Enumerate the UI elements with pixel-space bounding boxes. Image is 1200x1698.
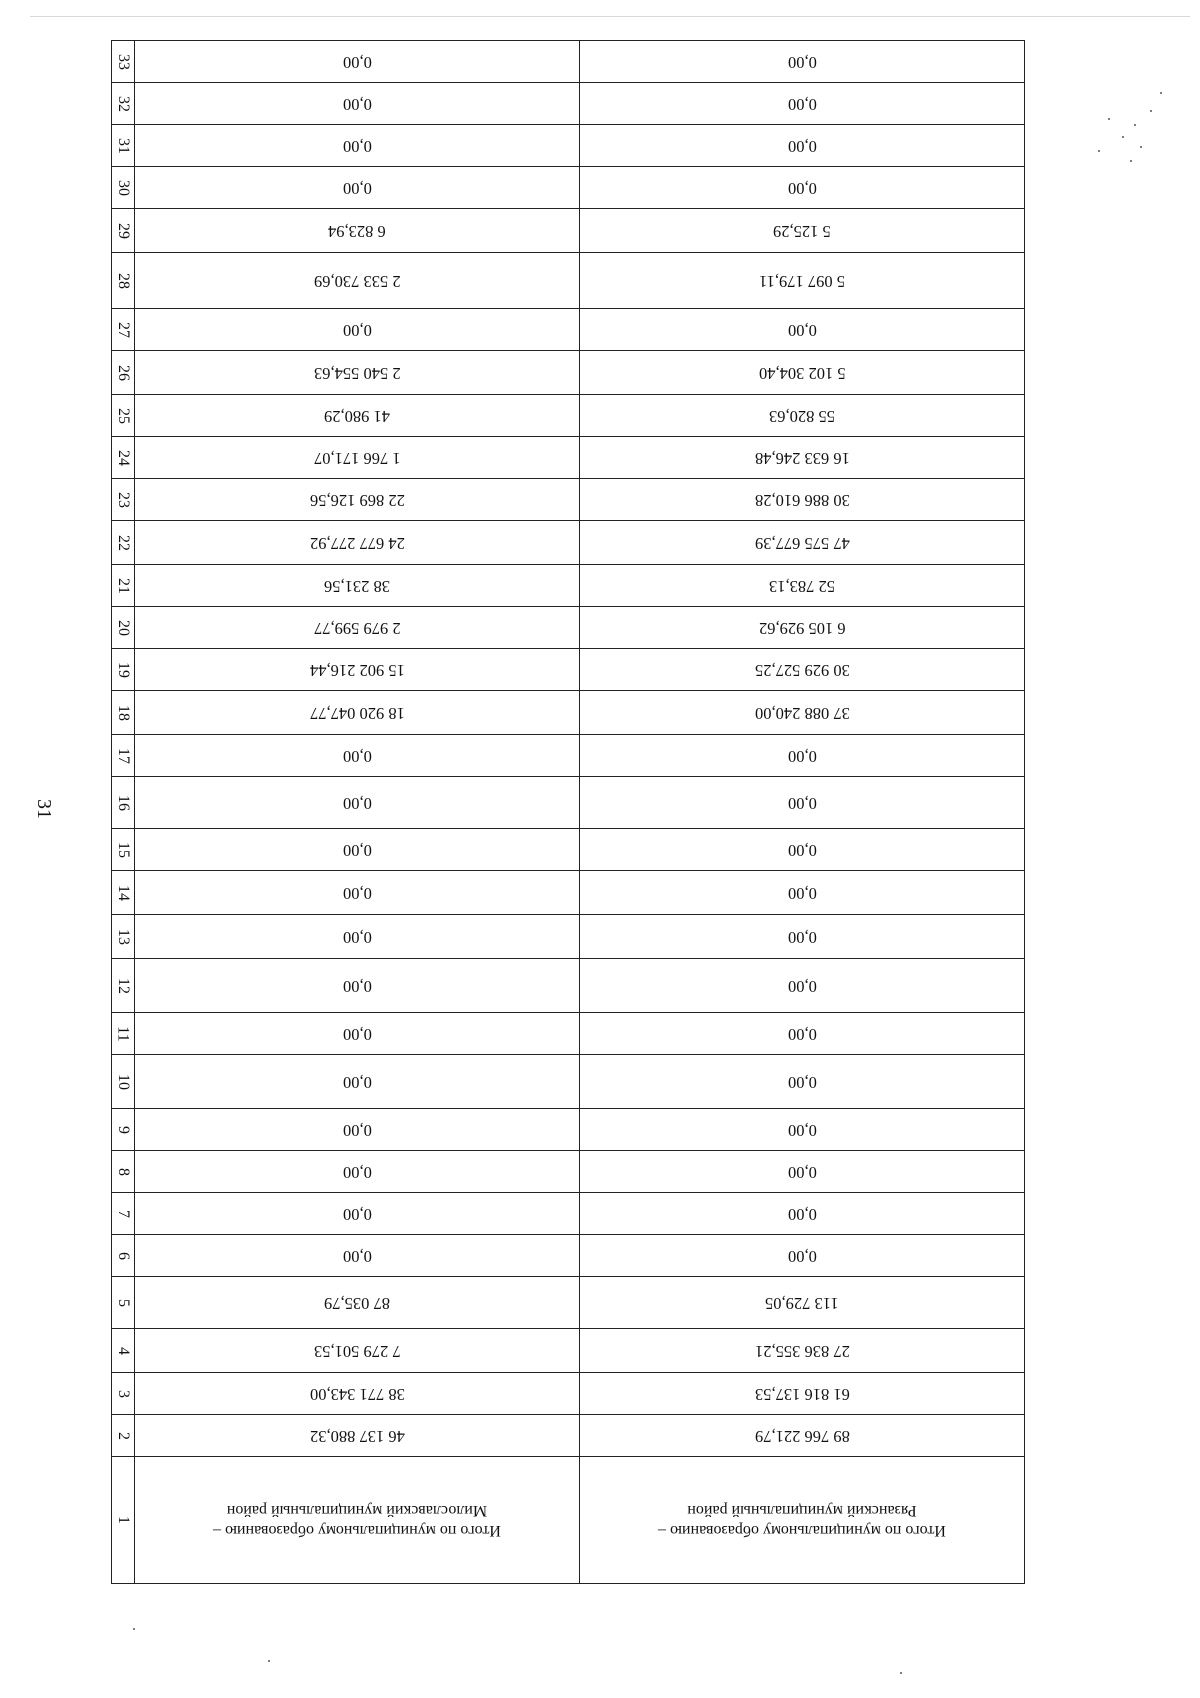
table-row bbox=[112, 565, 1024, 607]
row-number-cell bbox=[112, 649, 135, 690]
milosl-value-cell bbox=[135, 521, 580, 564]
milosl-value-cell bbox=[135, 1373, 580, 1414]
ryazan-value: 0,00 bbox=[787, 927, 817, 947]
table-row bbox=[112, 125, 1024, 167]
milosl-value: 38 231,56 bbox=[324, 576, 390, 596]
table-row bbox=[112, 351, 1024, 395]
ryazan-value: 0,00 bbox=[787, 1072, 817, 1092]
scan-speck bbox=[1098, 150, 1100, 152]
row-number-cell bbox=[112, 777, 135, 828]
row-number: 13 bbox=[115, 928, 132, 945]
milosl-value-cell bbox=[135, 1277, 580, 1328]
scan-speck bbox=[1150, 110, 1152, 112]
row-number-cell bbox=[112, 41, 135, 82]
row-number: 6 bbox=[115, 1251, 132, 1260]
row-number-cell bbox=[112, 125, 135, 166]
ryazan-value-cell bbox=[580, 871, 1024, 914]
row-number-cell bbox=[112, 1193, 135, 1234]
ryazan-value-cell bbox=[580, 1235, 1024, 1276]
milosl-value-cell bbox=[135, 437, 580, 478]
scan-speck bbox=[133, 1628, 135, 1630]
table-row bbox=[112, 691, 1024, 735]
milosl-value: 0,00 bbox=[342, 840, 372, 860]
milosl-value: 1 766 171,07 bbox=[313, 448, 401, 468]
ryazan-value: 0,00 bbox=[787, 94, 817, 114]
row-number-cell bbox=[112, 1329, 135, 1372]
milosl-value: 6 823,94 bbox=[328, 221, 386, 241]
scan-speck bbox=[1108, 118, 1110, 120]
ryazan-value: 47 575 677,39 bbox=[754, 533, 850, 553]
row-number: 14 bbox=[115, 884, 132, 901]
milosl-value-cell bbox=[135, 209, 580, 252]
milosl-district-label-line2: Милославский муниципальный район bbox=[226, 1502, 488, 1519]
row-number: 27 bbox=[115, 321, 132, 338]
ryazan-value-cell bbox=[580, 253, 1024, 308]
milosl-value-cell bbox=[135, 915, 580, 958]
ryazan-value: 0,00 bbox=[787, 1162, 817, 1182]
row-number-cell bbox=[112, 959, 135, 1012]
ryazan-value: 0,00 bbox=[787, 840, 817, 860]
milosl-value: 0,00 bbox=[342, 927, 372, 947]
milosl-value: 0,00 bbox=[342, 1072, 372, 1092]
row-number-cell bbox=[112, 167, 135, 208]
row-number-cell bbox=[112, 253, 135, 308]
scan-top-edge bbox=[30, 16, 1190, 17]
ryazan-value: 55 820,63 bbox=[769, 406, 835, 426]
row-number-cell bbox=[112, 871, 135, 914]
row-number-cell bbox=[112, 1013, 135, 1054]
row-number-cell bbox=[112, 1235, 135, 1276]
ryazan-value-cell bbox=[580, 565, 1024, 606]
row-number: 12 bbox=[115, 977, 132, 994]
row-number: 9 bbox=[115, 1125, 132, 1134]
row-number: 2 bbox=[115, 1431, 132, 1440]
milosl-value-cell bbox=[135, 253, 580, 308]
row-number-cell bbox=[112, 521, 135, 564]
milosl-value: 0,00 bbox=[342, 94, 372, 114]
milosl-value-cell bbox=[135, 41, 580, 82]
row-number-cell bbox=[112, 691, 135, 734]
milosl-value: 15 902 216,44 bbox=[309, 660, 405, 680]
table-row bbox=[112, 521, 1024, 565]
ryazan-value-cell bbox=[580, 395, 1024, 436]
row-number-cell bbox=[112, 395, 135, 436]
table-row bbox=[112, 209, 1024, 253]
row-number-cell bbox=[112, 309, 135, 350]
table-row bbox=[112, 1329, 1024, 1373]
ryazan-value: 27 836 355,21 bbox=[754, 1341, 850, 1361]
milosl-value: 0,00 bbox=[342, 1204, 372, 1224]
milosl-district-label-cell bbox=[135, 1457, 580, 1583]
milosl-value: 46 137 880,32 bbox=[309, 1426, 405, 1446]
milosl-value: 0,00 bbox=[342, 1246, 372, 1266]
label-row bbox=[112, 1457, 1024, 1583]
row-number: 4 bbox=[115, 1346, 132, 1355]
ryazan-value: 0,00 bbox=[787, 1024, 817, 1044]
ryazan-value-cell bbox=[580, 351, 1024, 394]
ryazan-value: 16 633 246,48 bbox=[754, 448, 850, 468]
row-number: 3 bbox=[115, 1389, 132, 1398]
ryazan-value-cell bbox=[580, 691, 1024, 734]
row-number: 20 bbox=[115, 619, 132, 636]
ryazan-value-cell bbox=[580, 1415, 1024, 1456]
milosl-value: 38 771 343,00 bbox=[309, 1384, 405, 1404]
row-number: 11 bbox=[115, 1025, 132, 1042]
table-row bbox=[112, 959, 1024, 1013]
milosl-value-cell bbox=[135, 479, 580, 520]
ryazan-value: 0,00 bbox=[787, 976, 817, 996]
milosl-value: 0,00 bbox=[342, 320, 372, 340]
ryazan-value: 113 729,05 bbox=[765, 1293, 839, 1313]
row-number-cell bbox=[112, 1055, 135, 1108]
milosl-value: 18 920 047,77 bbox=[309, 703, 405, 723]
scan-speck bbox=[268, 1660, 270, 1662]
scan-speck bbox=[1130, 160, 1132, 162]
table-row bbox=[112, 395, 1024, 437]
ryazan-district-label bbox=[658, 1500, 946, 1540]
row-number-cell bbox=[112, 915, 135, 958]
milosl-district-label-line1: Итого по муниципальному образованию – bbox=[213, 1522, 501, 1539]
row-number-cell bbox=[112, 1151, 135, 1192]
row-number: 28 bbox=[115, 272, 132, 289]
table-row bbox=[112, 309, 1024, 351]
ryazan-value-cell bbox=[580, 125, 1024, 166]
row-number: 1 bbox=[115, 1516, 132, 1524]
milosl-value: 24 677 277,92 bbox=[309, 533, 405, 553]
ryazan-value: 89 766 221,79 bbox=[754, 1426, 850, 1446]
row-number-cell bbox=[112, 1457, 135, 1583]
table-row bbox=[112, 253, 1024, 309]
milosl-value: 0,00 bbox=[342, 746, 372, 766]
row-number-cell bbox=[112, 1415, 135, 1456]
ryazan-value: 0,00 bbox=[787, 883, 817, 903]
row-number: 31 bbox=[115, 137, 132, 154]
row-number: 26 bbox=[115, 364, 132, 381]
ryazan-value: 30 886 610,28 bbox=[754, 490, 850, 510]
ryazan-value-cell bbox=[580, 83, 1024, 124]
table-row bbox=[112, 829, 1024, 871]
table-row bbox=[112, 1415, 1024, 1457]
ryazan-value: 30 929 527,25 bbox=[754, 660, 850, 680]
table-row bbox=[112, 1013, 1024, 1055]
ryazan-value-cell bbox=[580, 607, 1024, 648]
milosl-value-cell bbox=[135, 351, 580, 394]
milosl-value: 2 533 730,69 bbox=[313, 271, 401, 291]
milosl-value-cell bbox=[135, 829, 580, 870]
data-table bbox=[111, 40, 1025, 1584]
row-number: 10 bbox=[115, 1073, 132, 1090]
ryazan-value-cell bbox=[580, 437, 1024, 478]
ryazan-value-cell bbox=[580, 829, 1024, 870]
scan-speck bbox=[1140, 146, 1142, 148]
milosl-value: 0,00 bbox=[342, 136, 372, 156]
milosl-value: 0,00 bbox=[342, 52, 372, 72]
ryazan-value-cell bbox=[580, 1329, 1024, 1372]
ryazan-value: 0,00 bbox=[787, 178, 817, 198]
milosl-value-cell bbox=[135, 735, 580, 776]
ryazan-district-label-line2: Рязанский муниципальный район bbox=[687, 1502, 917, 1519]
ryazan-value: 0,00 bbox=[787, 1204, 817, 1224]
ryazan-value-cell bbox=[580, 1193, 1024, 1234]
table-row bbox=[112, 437, 1024, 479]
milosl-value-cell bbox=[135, 607, 580, 648]
ryazan-value: 0,00 bbox=[787, 1120, 817, 1140]
row-number: 30 bbox=[115, 179, 132, 196]
ryazan-value-cell bbox=[580, 649, 1024, 690]
ryazan-value-cell bbox=[580, 41, 1024, 82]
table-row bbox=[112, 607, 1024, 649]
table-row bbox=[112, 1235, 1024, 1277]
milosl-value: 0,00 bbox=[342, 883, 372, 903]
ryazan-value: 5 097 179,11 bbox=[758, 271, 845, 291]
row-number-cell bbox=[112, 479, 135, 520]
ryazan-district-label-cell bbox=[580, 1457, 1024, 1583]
ryazan-value: 5 125,29 bbox=[773, 221, 831, 241]
milosl-value-cell bbox=[135, 1415, 580, 1456]
scan-speck bbox=[1134, 124, 1136, 126]
table-row bbox=[112, 167, 1024, 209]
row-number-cell bbox=[112, 209, 135, 252]
milosl-value: 22 869 126,56 bbox=[309, 490, 405, 510]
milosl-value-cell bbox=[135, 1235, 580, 1276]
row-number: 24 bbox=[115, 449, 132, 466]
row-number-cell bbox=[112, 1109, 135, 1150]
table-row bbox=[112, 1277, 1024, 1329]
row-number-cell bbox=[112, 607, 135, 648]
ryazan-value: 0,00 bbox=[787, 793, 817, 813]
milosl-value-cell bbox=[135, 565, 580, 606]
ryazan-value-cell bbox=[580, 309, 1024, 350]
milosl-value: 2 540 554,63 bbox=[313, 363, 401, 383]
page-number: 31 bbox=[33, 799, 55, 819]
ryazan-value-cell bbox=[580, 521, 1024, 564]
row-number: 17 bbox=[115, 747, 132, 764]
row-number: 22 bbox=[115, 534, 132, 551]
milosl-value-cell bbox=[135, 125, 580, 166]
milosl-value: 41 980,29 bbox=[324, 406, 390, 426]
ryazan-district-label-line1: Итого по муниципальному образованию – bbox=[658, 1522, 946, 1539]
row-number: 16 bbox=[115, 794, 132, 811]
ryazan-value: 0,00 bbox=[787, 320, 817, 340]
row-number-cell bbox=[112, 1373, 135, 1414]
ryazan-value-cell bbox=[580, 1151, 1024, 1192]
milosl-value: 0,00 bbox=[342, 1162, 372, 1182]
row-number: 33 bbox=[115, 53, 132, 70]
row-number: 18 bbox=[115, 704, 132, 721]
row-number-cell bbox=[112, 83, 135, 124]
table-row bbox=[112, 735, 1024, 777]
row-number: 25 bbox=[115, 407, 132, 424]
row-number: 23 bbox=[115, 491, 132, 508]
ryazan-value: 37 088 240,00 bbox=[754, 703, 850, 723]
milosl-value-cell bbox=[135, 871, 580, 914]
ryazan-value: 0,00 bbox=[787, 52, 817, 72]
table-row bbox=[112, 1055, 1024, 1109]
table-row bbox=[112, 649, 1024, 691]
milosl-value-cell bbox=[135, 395, 580, 436]
row-number: 32 bbox=[115, 95, 132, 112]
milosl-value-cell bbox=[135, 691, 580, 734]
milosl-value: 7 279 501,53 bbox=[313, 1341, 401, 1361]
ryazan-value-cell bbox=[580, 777, 1024, 828]
scan-speck bbox=[900, 1672, 902, 1674]
ryazan-value: 61 816 137,53 bbox=[754, 1384, 850, 1404]
milosl-value-cell bbox=[135, 83, 580, 124]
row-number: 21 bbox=[115, 577, 132, 594]
ryazan-value: 52 783,13 bbox=[769, 576, 835, 596]
table-row bbox=[112, 915, 1024, 959]
row-number-cell bbox=[112, 1277, 135, 1328]
table-row bbox=[112, 83, 1024, 125]
milosl-value-cell bbox=[135, 1109, 580, 1150]
ryazan-value-cell bbox=[580, 959, 1024, 1012]
milosl-value: 0,00 bbox=[342, 793, 372, 813]
milosl-value-cell bbox=[135, 959, 580, 1012]
table-row bbox=[112, 777, 1024, 829]
ryazan-value-cell bbox=[580, 1109, 1024, 1150]
milosl-value: 2 979 599,77 bbox=[313, 618, 401, 638]
table-row bbox=[112, 41, 1024, 83]
ryazan-value: 0,00 bbox=[787, 1246, 817, 1266]
ryazan-value-cell bbox=[580, 479, 1024, 520]
ryazan-value-cell bbox=[580, 1013, 1024, 1054]
milosl-value: 0,00 bbox=[342, 976, 372, 996]
table-rows bbox=[112, 41, 1024, 1583]
milosl-value-cell bbox=[135, 167, 580, 208]
ryazan-value-cell bbox=[580, 167, 1024, 208]
milosl-value-cell bbox=[135, 309, 580, 350]
milosl-value-cell bbox=[135, 777, 580, 828]
row-number-cell bbox=[112, 565, 135, 606]
row-number-cell bbox=[112, 735, 135, 776]
milosl-value: 87 035,79 bbox=[324, 1293, 390, 1313]
milosl-district-label bbox=[213, 1500, 501, 1540]
row-number-cell bbox=[112, 829, 135, 870]
ryazan-value-cell bbox=[580, 209, 1024, 252]
ryazan-value-cell bbox=[580, 735, 1024, 776]
row-number-cell bbox=[112, 351, 135, 394]
ryazan-value-cell bbox=[580, 1055, 1024, 1108]
ryazan-value-cell bbox=[580, 915, 1024, 958]
ryazan-value: 6 105 929,62 bbox=[758, 618, 846, 638]
row-number: 8 bbox=[115, 1167, 132, 1176]
ryazan-value: 5 102 304,40 bbox=[758, 363, 846, 383]
milosl-value-cell bbox=[135, 1055, 580, 1108]
row-number: 7 bbox=[115, 1209, 132, 1218]
row-number-cell bbox=[112, 437, 135, 478]
ryazan-value: 0,00 bbox=[787, 136, 817, 156]
row-number: 19 bbox=[115, 661, 132, 678]
scan-speck bbox=[1122, 136, 1124, 138]
table-row bbox=[112, 1109, 1024, 1151]
row-number: 29 bbox=[115, 222, 132, 239]
ryazan-value-cell bbox=[580, 1373, 1024, 1414]
milosl-value-cell bbox=[135, 1329, 580, 1372]
row-number: 15 bbox=[115, 841, 132, 858]
ryazan-value: 0,00 bbox=[787, 746, 817, 766]
row-number: 5 bbox=[115, 1298, 132, 1307]
table-row bbox=[112, 479, 1024, 521]
table-row bbox=[112, 1151, 1024, 1193]
ryazan-value-cell bbox=[580, 1277, 1024, 1328]
milosl-value: 0,00 bbox=[342, 178, 372, 198]
milosl-value-cell bbox=[135, 1193, 580, 1234]
table-row bbox=[112, 1373, 1024, 1415]
milosl-value-cell bbox=[135, 649, 580, 690]
milosl-value: 0,00 bbox=[342, 1120, 372, 1140]
milosl-value: 0,00 bbox=[342, 1024, 372, 1044]
milosl-value-cell bbox=[135, 1013, 580, 1054]
scan-speck bbox=[1160, 92, 1162, 94]
milosl-value-cell bbox=[135, 1151, 580, 1192]
table-row bbox=[112, 871, 1024, 915]
table-row bbox=[112, 1193, 1024, 1235]
